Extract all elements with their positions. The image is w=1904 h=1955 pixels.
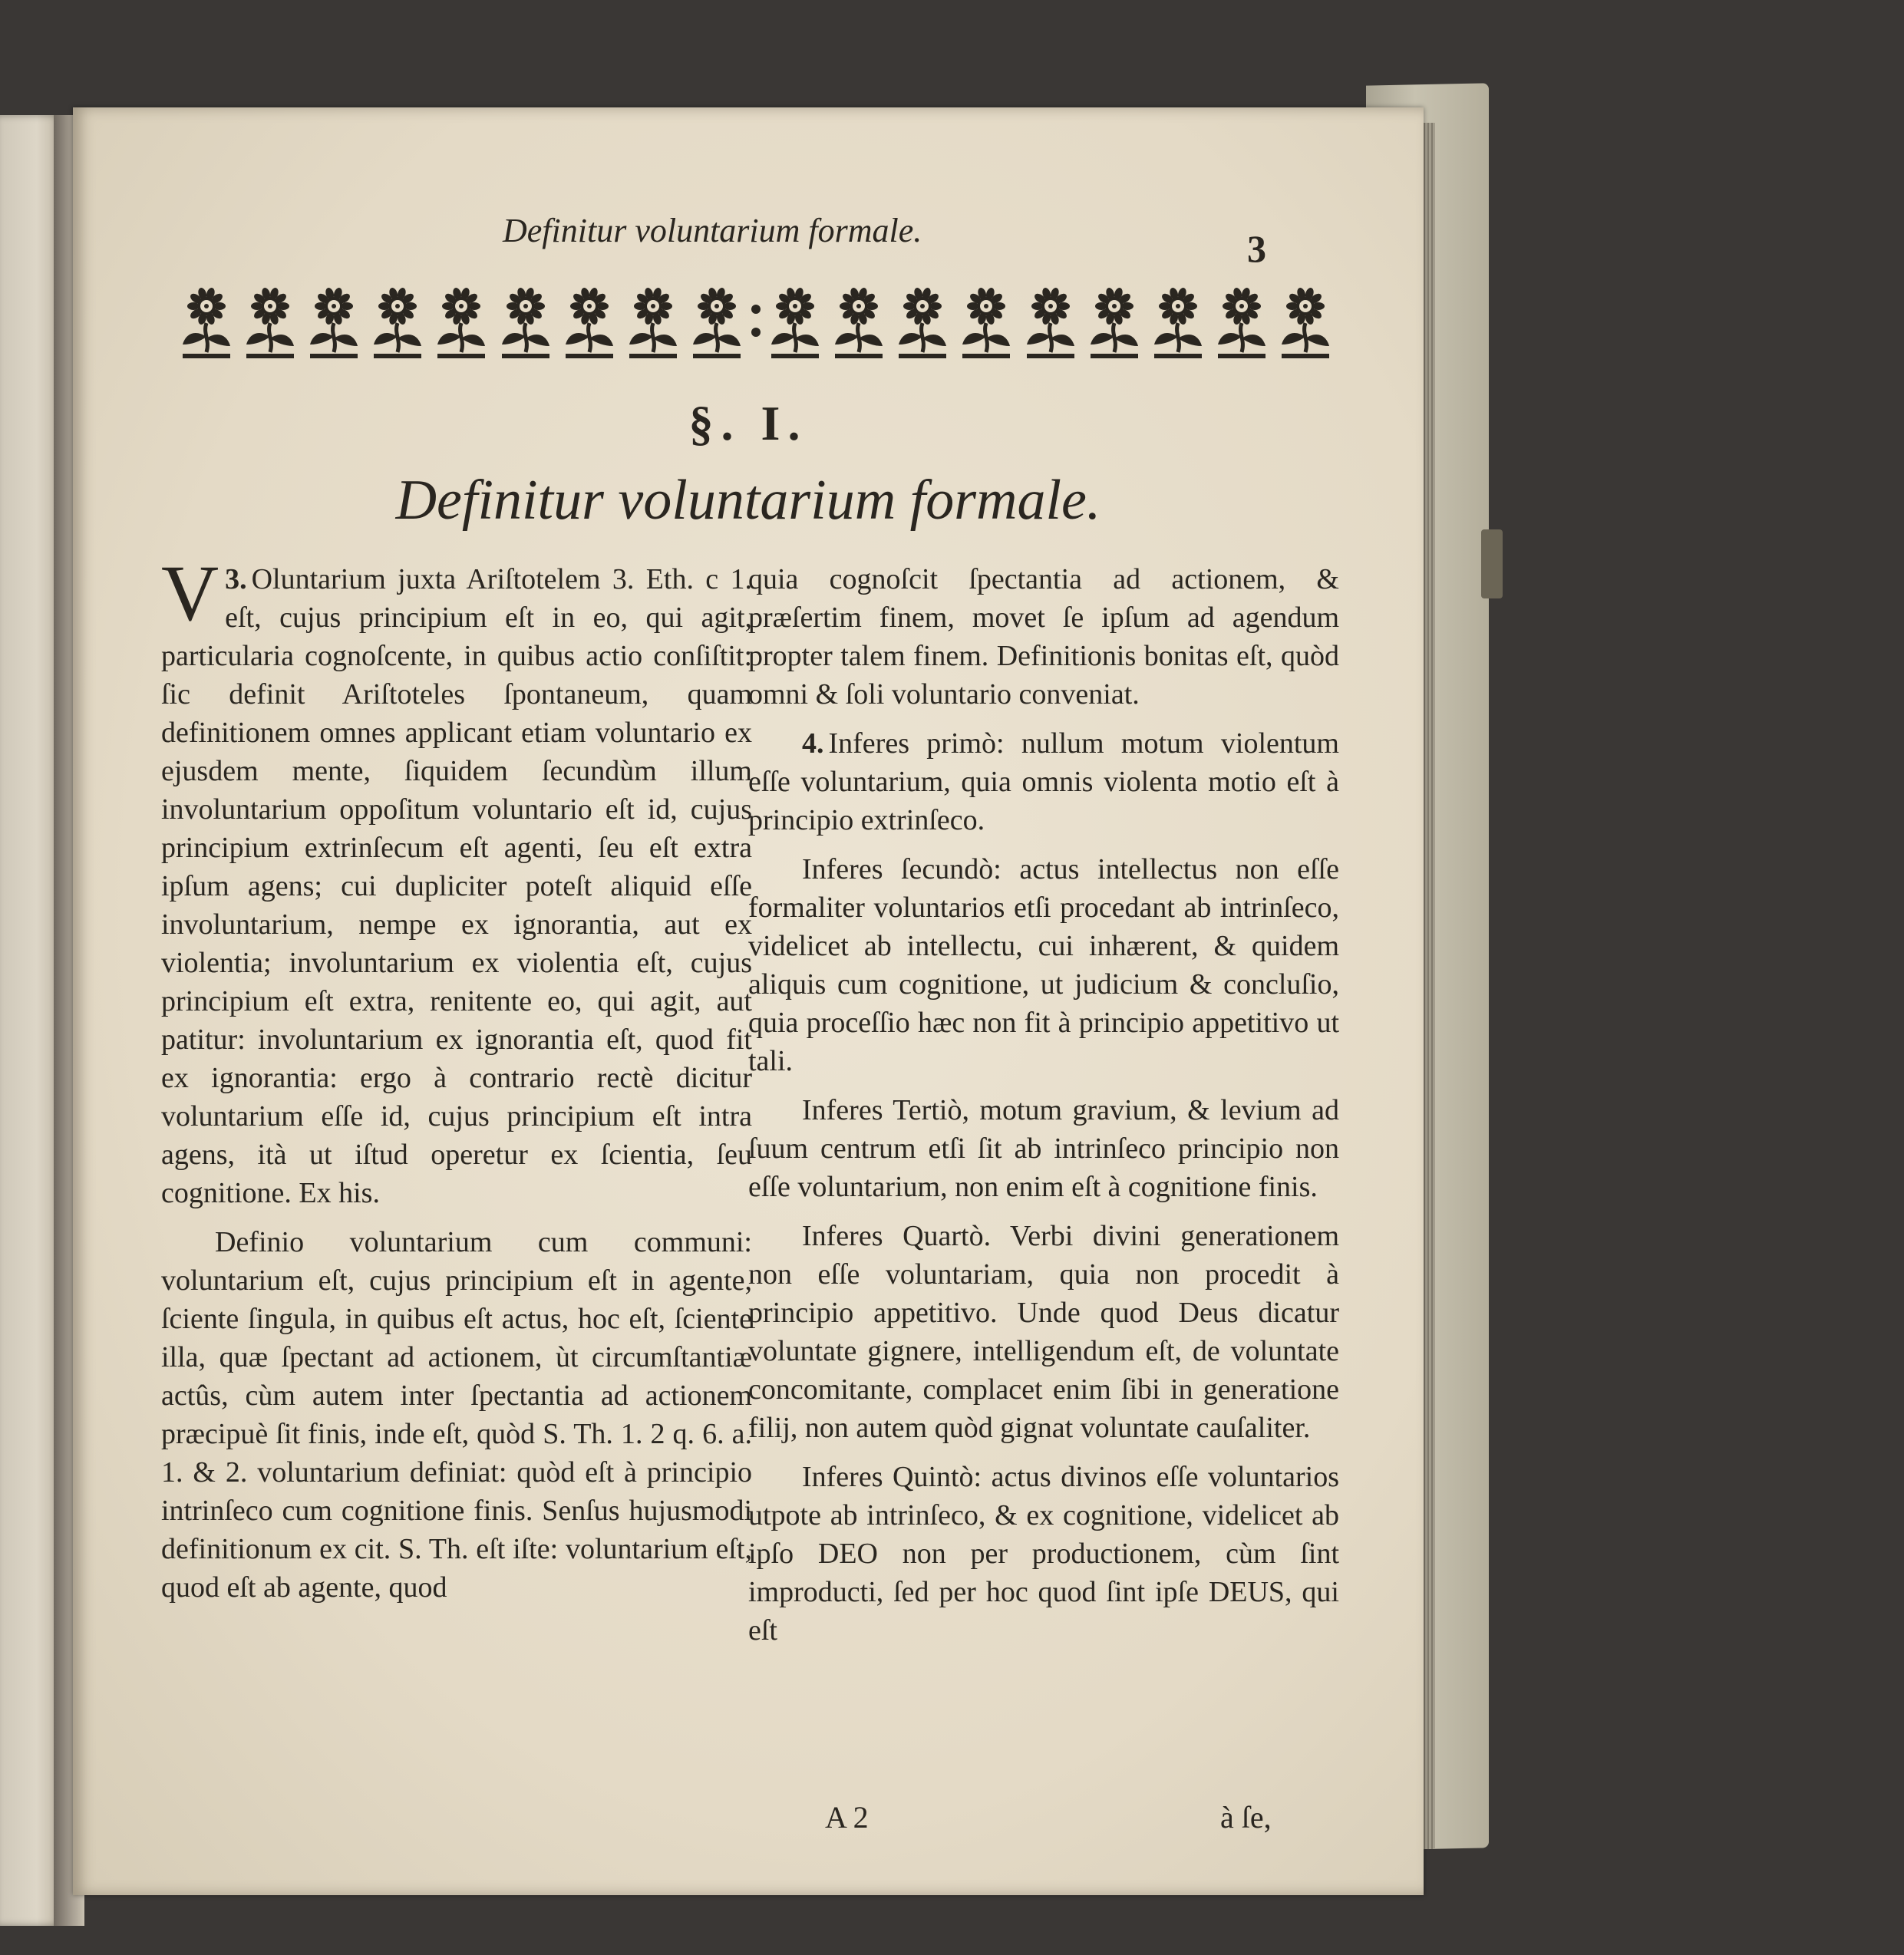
paragraph-number: 3. xyxy=(225,563,247,595)
flower-ornament-icon xyxy=(431,279,491,363)
paragraph-text: Inferes ſecundò: actus intellectus non eſſe formaliter voluntarios etſi procedant ab intrinſeco, videlicet ab intellectu, cui inhærent, & quidem aliquis cum cognitione, ut judicium & concluſio, quia proceſſio hæc non fit à principio appetitivo ut tali. xyxy=(748,853,1339,1077)
flower-ornament-icon xyxy=(829,279,889,363)
right-column xyxy=(748,560,1339,1788)
colon-ornament-icon xyxy=(751,298,761,344)
flower-ornament-icon xyxy=(956,279,1016,363)
paragraph xyxy=(161,1223,752,1607)
paragraph xyxy=(748,1091,1339,1206)
paragraph xyxy=(748,1217,1339,1447)
paragraph-text: Inferes Tertiò, motum gravium, & levium ad ſuum centrum etſi ſit ab intrinſeco principio non eſſe voluntarium, non enim eſt à cognitione finis. xyxy=(748,1094,1339,1203)
drop-cap: V xyxy=(161,549,219,638)
flower-ornament-icon xyxy=(1021,279,1081,363)
book-page xyxy=(73,107,1424,1895)
paragraph xyxy=(748,1458,1339,1650)
flower-ornament-icon xyxy=(1212,279,1272,363)
flower-ornament-icon xyxy=(687,279,747,363)
paragraph-text: Inferes Quartò. Verbi divini generationem non eſſe voluntariam, quia non procedit à principio appetitivo. Unde quod Deus dicatur voluntate gignere, intelligendum eſt, de voluntate concomitante, complacet enim ſibi in generatione filij, non autem quòd gignat voluntate cauſaliter. xyxy=(748,1220,1339,1444)
flower-ornament-icon xyxy=(304,279,364,363)
section-mark: §. I. xyxy=(688,396,808,450)
paragraph-text: Oluntarium juxta Ariſtotelem 3. Eth. c 1. eſt, cujus principium eſt in eo, qui agit, particularia cognoſcente, in quibus actio conſiſtit: ſic definit Ariſtoteles ſpontaneum, quam definitionem omnes applicant etiam voluntario ex ejusdem mente, ſiquidem ſecundùm illum involuntarium oppoſitum voluntario eſt id, cujus principium extrinſecum eſt agenti, ſeu eſt extra ipſum agens; cui dupliciter poteſt aliquid eſſe involuntarium, nempe ex ignorantia, aut ex violentia; involuntarium ex violentia eſt, cujus principium eſt extra, renitente eo, qui agit, aut patitur: involuntarium ex ignorantia eſt, quod fit ex ignorantia: ergo à contrario rectè dicitur voluntarium eſſe id, cujus principium eſt intra agens, ità ut iſtud operetur ex ſcientia, ſeu cognitione. Ex his. xyxy=(161,563,752,1209)
flower-ornament-icon xyxy=(177,279,236,363)
flower-ornament-band xyxy=(177,275,1335,367)
left-page-edge xyxy=(0,115,61,1926)
flower-ornament-icon xyxy=(1084,279,1144,363)
paragraph-text: quia cognoſcit ſpectantia ad actionem, & præſertim finem, movet ſe ipſum ad agendum propter talem finem. Definitionis bonitas eſt, quòd omni & ſoli voluntario conveniat. xyxy=(748,563,1339,710)
paragraph xyxy=(748,724,1339,839)
page-number: 3 xyxy=(1247,227,1266,270)
running-head: Definitur voluntarium formale. xyxy=(503,212,922,249)
flower-ornament-icon xyxy=(1148,279,1208,363)
paragraph-text: Inferes Quintò: actus divinos eſſe voluntarios utpote ab intrinſeco, & ex cognitione, videlicet ab ipſo DEO non per productionem, cùm ſint improducti, ſed per hoc quod ſint ipſe DEUS, qui eſt xyxy=(748,1461,1339,1647)
flower-ornament-icon xyxy=(1275,279,1335,363)
section-title: Definitur voluntarium formale. xyxy=(395,469,1101,532)
paragraph xyxy=(748,850,1339,1080)
paragraph-text: Inferes primò: nullum motum violentum eſſe voluntarium, quia omnis violenta motio eſt à principio extrinſeco. xyxy=(748,727,1339,836)
paragraph xyxy=(161,549,752,1212)
flower-ornament-icon xyxy=(893,279,952,363)
paragraph xyxy=(748,560,1339,714)
flower-ornament-icon xyxy=(559,279,619,363)
paragraph-text: Definio voluntarium cum communi: voluntarium eſt, cujus principium eſt in agente, ſciente ſingula, in quibus eſt actus, hoc eſt, ſciente illa, quæ ſpectant ad actionem, ùt circumſtantiæ actûs, cùm autem inter ſpectantia ad actionem præcipuè ſit finis, inde eſt, quòd S. Th. 1. 2 q. 6. a. 1. & 2. voluntarium definiat: quòd eſt à principio intrinſeco cum cognitione finis. Senſus hujusmodi definitionum ex cit. S. Th. eſt iſte: voluntarium eſt, quod eſt ab agente, quod xyxy=(161,1226,752,1604)
signature-mark: A 2 xyxy=(825,1800,869,1835)
flower-ornament-icon xyxy=(368,279,427,363)
flower-ornament-icon xyxy=(240,279,300,363)
left-column xyxy=(161,549,752,1788)
paragraph-number: 4. xyxy=(802,727,824,760)
flower-ornament-icon xyxy=(496,279,556,363)
flower-ornament-icon xyxy=(623,279,683,363)
catchword: à ſe, xyxy=(1220,1800,1272,1835)
clasp-icon xyxy=(1481,529,1503,598)
flower-ornament-icon xyxy=(765,279,825,363)
